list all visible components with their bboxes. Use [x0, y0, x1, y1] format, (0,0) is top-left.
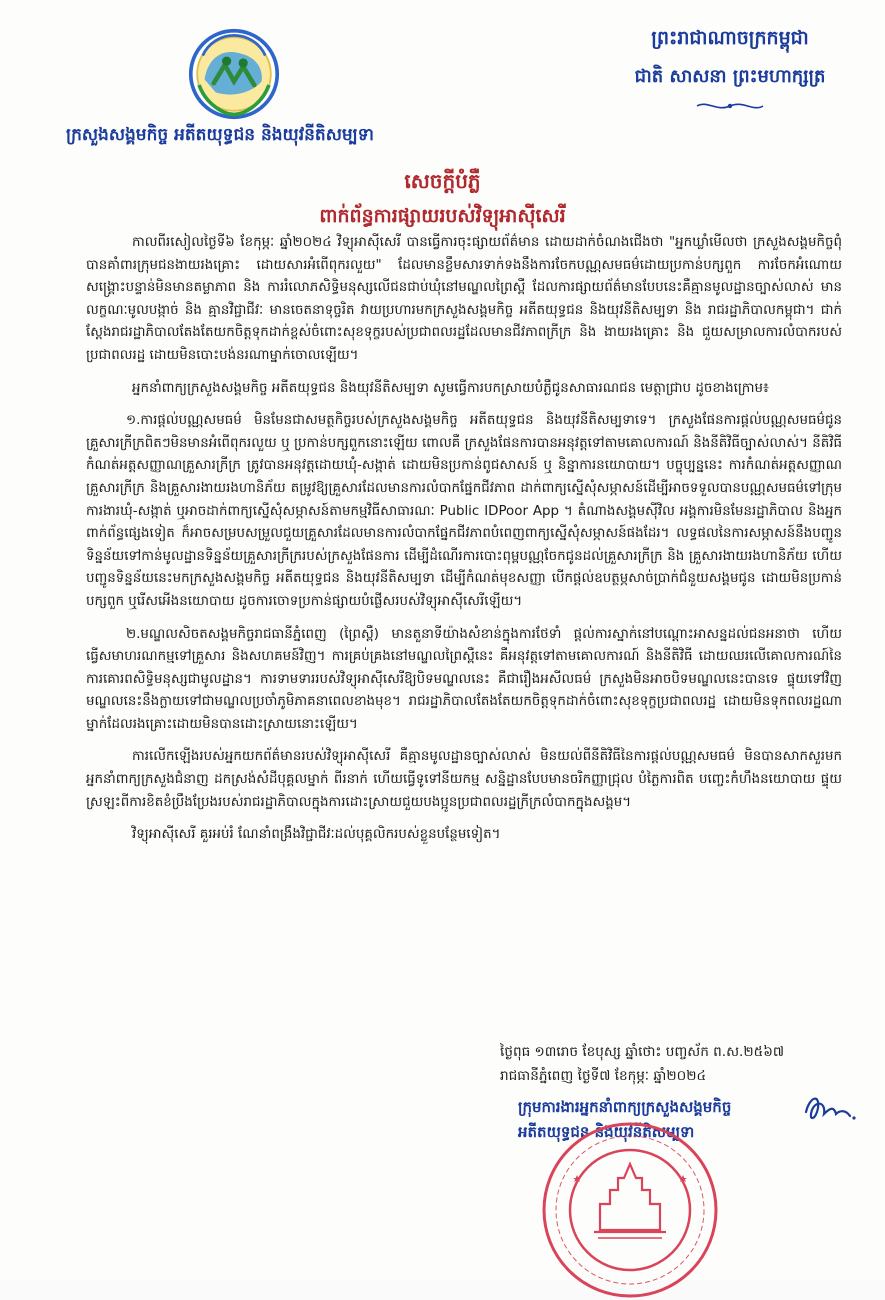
ministry-emblem-icon	[188, 28, 280, 120]
paragraph: វិទ្យុអាស៊ីសេរី គួរអប់រំ ណែនាំពង្រឹងវិជ្ជាជីវៈដល់បុគ្គលិករបស់ខ្លួនបន្ថែមទៀត។	[132, 827, 501, 843]
kingdom-title: ព្រះរាជាណាចក្រកម្ពុជា	[651, 27, 809, 49]
title-line-2: ពាក់ព័ន្ធការផ្សាយរបស់វិទ្យុអាស៊ីសេរី	[319, 205, 566, 227]
ministry-name: ក្រសួងសង្គមកិច្ច អតីតយុទ្ធជន និងយុវនីតិសម្បទា	[66, 125, 374, 145]
lunar-date: ថ្ងៃពុធ ១៣រោច ខែបុស្ស ឆ្នាំថោះ បញ្ចស័ក ព.ស.២៥៦៧	[500, 1044, 785, 1060]
date-place: រាជធានីភ្នំពេញ ថ្ងៃទី៧ ខែកុម្ភៈ ឆ្នាំ២០២៤	[500, 1068, 707, 1084]
document-title	[0, 168, 885, 232]
paragraph: អ្នកនាំពាក្យក្រសួងសង្គមកិច្ច អតីតយុទ្ធជន និងយុវនីតិសម្បទា សូមធ្វើការបកស្រាយបំភ្លឺជូនសាធារណជន មេត្តាជ្រាប ដូចខាងក្រោម៖	[132, 380, 769, 396]
national-motto: ជាតិ សាសនា ព្រះមហាក្សត្រ	[634, 66, 826, 87]
title-line-1: សេចក្តីបំភ្លឺ	[404, 169, 481, 193]
document-body	[86, 232, 842, 857]
handwritten-signature-icon	[800, 1088, 860, 1128]
kingdom-motto	[600, 26, 860, 117]
ornament-divider-icon	[695, 99, 765, 113]
official-seal-icon	[540, 1120, 720, 1300]
date-block	[500, 1040, 860, 1088]
paragraph: កាលពីរសៀលថ្ងៃទី៦ ខែកុម្ភៈ ឆ្នាំ២០២៤ វិទ្យុអាស៊ីសេរី បានធ្វើការចុះផ្សាយព័ត៌មាន ដោយដាក់ចំណងជើងថា "អ្នកឃ្លាំមើលថា ក្រសួងសង្គមកិច្ចពុំបានគាំពារក្រុមជនងាយរងគ្រោះ ដោយសារអំពើពុករលួយ" ដែលមានខ្លឹមសារទាក់ទងនឹងការចែកបណ្ណសមធម៌ដោយប្រកាន់បក្សពួក ការចែកអំណោយសង្គ្រោះបន្ទាន់មិនមានតម្លាភាព និង ការរំលោភសិទ្ធិមនុស្សលើជនជាប់ឃុំនៅមណ្ឌលព្រៃស្ពឺ ដែលការផ្សាយព័ត៌មានបែបនេះគឺគ្មានមូលដ្ឋានច្បាស់លាស់ មានលក្ខណៈមូលបង្កាច់ និង គ្មានវិជ្ជាជីវៈ មានចេតនាទុច្ចរិត វាយប្រហារមកក្រសួងសង្គមកិច្ច អតីតយុទ្ធជន និងយុវនីតិសម្បទា និង រាជរដ្ឋាភិបាលកម្ពុជា។ ជាក់ស្តែងរាជរដ្ឋាភិបាលតែងតែយកចិត្តទុកដាក់ខ្ពស់ចំពោះសុខទុក្ខរបស់ប្រជាពលរដ្ឋដែលមានជីវភាពក្រីក្រ និង ងាយរងគ្រោះ និង ជួយសម្រាលការលំបាករបស់ប្រជាពលរដ្ឋ ដោយមិនបោះបង់នរណាម្នាក់ចោលឡើយ។	[86, 235, 842, 363]
signatory-line-2: អតីតយុទ្ធជន និងយុវនីតិសម្បទា	[518, 1123, 695, 1141]
paragraph: ការលើកឡើងរបស់អ្នកយកព័ត៌មានរបស់វិទ្យុអាស៊ីសេរី គឺគ្មានមូលដ្ឋានច្បាស់លាស់ មិនយល់ពីនីតិវិធីនៃការផ្តល់បណ្ណសមធម៌ មិនបានសាកសួរមកអ្នកនាំពាក្យក្រសួងជំនាញ ដកស្រង់សំដីបុគ្គលម្នាក់ ពីរនាក់ ហើយធ្វើទូទៅនីយកម្ម សន្និដ្ឋានបែបមានចរិកញ្ញាជ្រុល បំភ្លៃការពិត បញ្ចេះកំហឹងនយោបាយ ផ្ទុយស្រឡះពីការខិតខំប្រឹងប្រែងរបស់រាជរដ្ឋាភិបាលក្នុងការដោះស្រាយជួយបងប្អូនប្រជាពលរដ្ឋក្រីក្រលំបាកក្នុងសង្គម។	[86, 749, 842, 810]
paragraph: ២.មណ្ឌលសិចតសង្គមកិច្ចរាជធានីភ្នំពេញ (ព្រៃស្ពឺ) មានតួនាទីយ៉ាងសំខាន់ក្នុងការថែទាំ ផ្តល់ការស្នាក់នៅបណ្តោះអាសន្នដល់ជនអនាថា ហើយធ្វើសមាហរណកម្មទៅគ្រួសារ និងសហគមន៍វិញ។ ការគ្រប់គ្រងនៅមណ្ឌលព្រៃស្ពឺនេះ គឺអនុវត្តទៅតាមគោលការណ៍ និងនីតិវិធី ដោយឈរលើគោលការណ៍នៃការគោរពសិទ្ធិមនុស្សជាមូលដ្ឋាន។ ការទាមទាររបស់វិទ្យុអាស៊ីសេរីឱ្យបិទមណ្ឌលនេះ គឺជារឿងអសីលធម៌ ក្រសួងមិនអាចបិទមណ្ឌលនេះបានទេ ផ្ទុយទៅវិញមណ្ឌលនេះនឹងក្លាយទៅជាមណ្ឌលប្រចាំភូមិភាគនាពេលខាងមុខ។ រាជរដ្ឋាភិបាលតែងតែយកចិត្តទុកដាក់ចំពោះសុខទុក្ខប្រជាពលរដ្ឋ ដោយមិនទុកពលរដ្ឋណាម្នាក់ដែលរងគ្រោះដោយមិនបានដោះស្រាយនោះឡើយ។	[86, 626, 842, 732]
signatory-line-1: ក្រុមការងារអ្នកនាំពាក្យក្រសួងសង្គមកិច្ច	[518, 1098, 732, 1116]
paragraph: ១.ការផ្តល់បណ្ណសមធម៌ មិនមែនជាសមត្ថកិច្ចរបស់ក្រសួងសង្គមកិច្ច អតីតយុទ្ធជន និងយុវនីតិសម្បទាទេ។ ក្រសួងផែនការផ្តល់បណ្ណសមធម៌ជូនគ្រួសារក្រីក្រពិតៗមិនមានអំពើពុករលួយ ឬ ប្រកាន់បក្សពួកនោះឡើយ ពោលគឺ ក្រសួងផែនការបានអនុវត្តទៅតាមគោលការណ៍ និងនីតិវិធីច្បាស់លាស់។ នីតិវិធីកំណត់អត្តសញ្ញាណគ្រួសារក្រីក្រ ត្រូវបានអនុវត្តដោយឃុំ-សង្កាត់ ដោយមិនប្រកាន់ពូជសាសន៍ ឬ និន្នាការនយោបាយ។ បច្ចុប្បន្ននេះ ការកំណត់អត្តសញ្ញាណគ្រួសារក្រីក្រ និងគ្រួសារងាយរងហានិភ័យ តម្រូវឱ្យគ្រួសារដែលមានការលំបាកផ្នែកជីវភាព ដាក់ពាក្យស្នើសុំសម្ភាសន៍ដើម្បីអាចទទួលបានបណ្ណសមធម៌ទៅក្រុមការងារឃុំ-សង្កាត់ ឬអាចដាក់ពាក្យស្នើសុំសម្ភាសន៍តាមកម្មវិធីសាធារណៈ Public IDPoor App ។ តំណាងសង្គមស៊ីវិល អង្គការមិនមែនរដ្ឋាភិបាល និងអ្នកពាក់ព័ន្ធផ្សេងទៀត ក៏អាចសម្របសម្រួលជួយគ្រួសារដែលមានការលំបាកផ្នែកជីវភាពបំពេញពាក្យស្នើសុំសម្ភាសន៍ផងដែរ។ លទ្ធផលនៃការសម្ភាសន៍នឹងបញ្ជូនទិន្នន័យទៅកាន់មូលដ្ឋានទិន្នន័យគ្រួសារក្រីក្ររបស់ក្រសួងផែនការ ដើម្បីដំណើរការបោះពុម្ពបណ្ណចែកជូនដល់គ្រួសារក្រីក្រ និង គ្រួសារងាយរងហានិភ័យ ហើយបញ្ជូនទិន្នន័យនេះមកក្រសួងសង្គមកិច្ច អតីតយុទ្ធជន និងយុវនីតិសម្បទា ដើម្បីកំណត់មុខសញ្ញា បើកផ្តល់ឧបត្ថម្ភសាច់ប្រាក់ជំនួយសង្គមជូន ដោយមិនប្រកាន់បក្សពួក ឬរើសអើងនយោបាយ ដូចការចោទប្រកាន់ផ្សាយបំផ្លើសរបស់វិទ្យុអាស៊ីសេរីឡើយ។	[86, 413, 842, 609]
